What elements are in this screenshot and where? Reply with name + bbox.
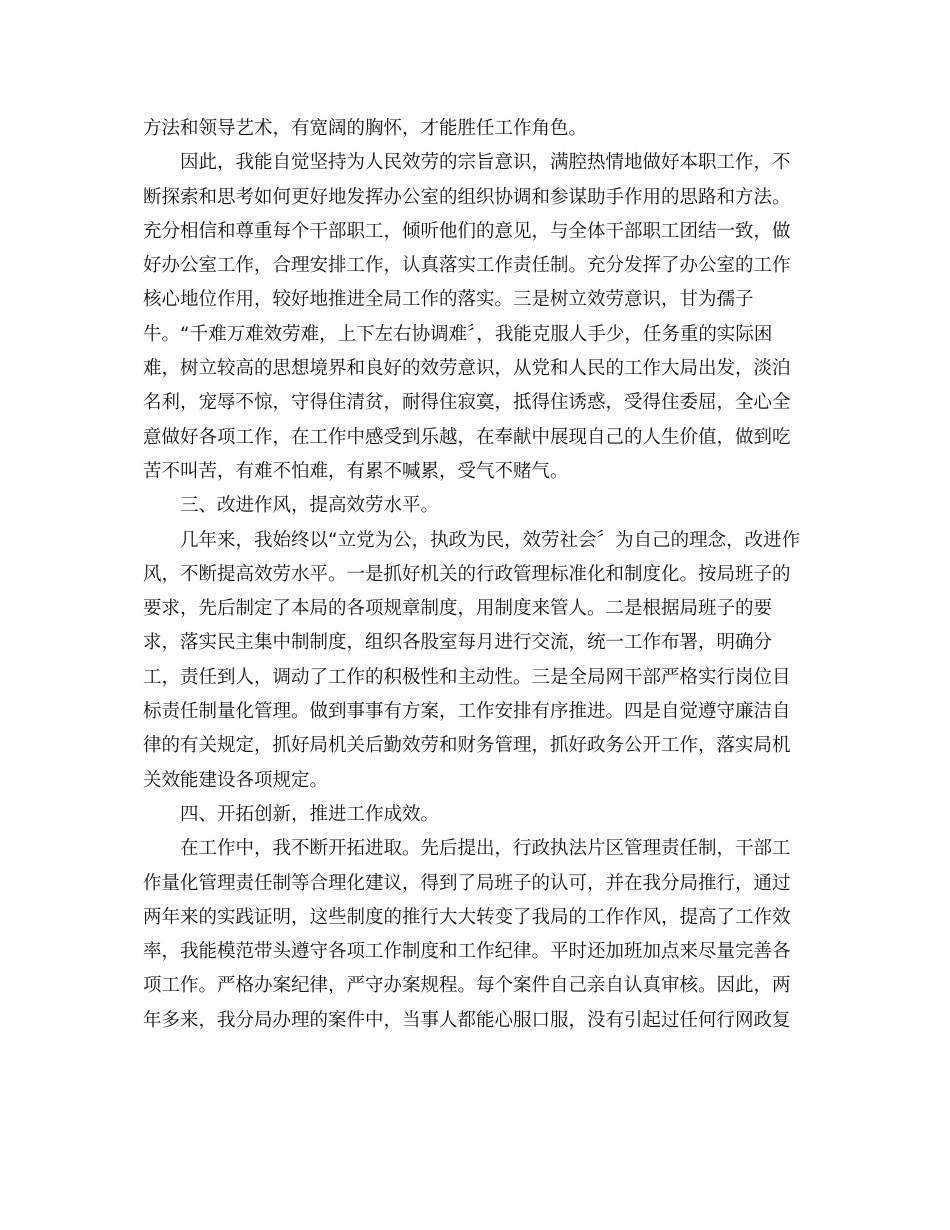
text-line: 关效能建设各项规定。 — [143, 769, 329, 791]
text-line: 意做好各项工作，在工作中感受到乐越，在奉献中展现自己的人生价值，做到吃 — [143, 426, 791, 448]
text-line: 核心地位作用，较好地推进全局工作的落实。三是树立效劳意识，甘为孺子 — [143, 289, 754, 311]
text-line: 几年来，我始终以“立党为公，执政为民，效劳社会〞为自己的理念，改进作 — [180, 529, 801, 551]
text-line: 苦不叫苦，有难不怕难，有累不喊累，受气不赌气。 — [143, 460, 569, 482]
text-line: 好办公室工作，合理安排工作，认真落实工作责任制。充分发挥了办公室的工作 — [143, 255, 791, 277]
text-line: 标责任制量化管理。做到事事有方案，工作安排有序推进。四是自觉遵守廉洁自 — [143, 701, 791, 723]
text-line: 求，落实民主集中制制度，组织各股室每月进行交流，统一工作布署，明确分 — [143, 632, 773, 654]
text-line: 难，树立较高的思想境界和良好的效劳意识，从党和人民的工作大局出发，淡泊 — [143, 358, 791, 380]
text-line: 年多来，我分局办理的案件中，当事人都能心服口服，没有引起过任何行网政复 — [143, 1009, 791, 1031]
text-line: 风，不断提高效劳水平。一是抓好机关的行政管理标准化和制度化。按局班子的 — [143, 563, 791, 585]
text-line: 充分相信和尊重每个干部职工，倾听他们的意见，与全体干部职工团结一致，做 — [143, 220, 791, 242]
text-line: 作量化管理责任制等合理化建议，得到了局班子的认可，并在我分局推行，通过 — [143, 872, 791, 894]
document-body — [143, 112, 809, 1038]
text-line: 率，我能模范带头遵守各项工作制度和工作纪律。平时还加班加点来尽量完善各 — [143, 941, 791, 963]
text-line: 要求，先后制定了本局的各项规章制度，用制度来管人。二是根据局班子的要 — [143, 598, 773, 620]
text-line: 在工作中，我不断开拓进取。先后提出，行政执法片区管理责任制，干部工 — [180, 838, 791, 860]
text-line: 律的有关规定，抓好局机关后勤效劳和财务管理，抓好政务公开工作，落实局机 — [143, 735, 791, 757]
text-line: 两年来的实践证明，这些制度的推行大大转变了我局的工作作风，提高了工作效 — [143, 906, 791, 928]
section-heading: 四、开拓创新，推进工作成效。 — [180, 803, 440, 825]
text-line: 项工作。严格办案纪律，严守办案规程。每个案件自己亲自认真审核。因此，两 — [143, 975, 791, 997]
text-line: 名利，宠辱不惊，守得住清贫，耐得住寂寞，抵得住诱惑，受得住委屈，全心全 — [143, 392, 791, 414]
text-line: 工，责任到人，调动了工作的积极性和主动性。三是全局网干部严格实行岗位目 — [143, 666, 791, 688]
text-line: 断探索和思考如何更好地发挥办公室的组织协调和参谋助手作用的思路和方法。 — [143, 186, 791, 208]
text-line: 因此，我能自觉坚持为人民效劳的宗旨意识，满腔热情地做好本职工作，不 — [180, 152, 791, 174]
text-line: 牛。“千难万难效劳难，上下左右协调难〞，我能克服人手少，任务重的实际困 — [143, 323, 773, 345]
section-heading: 三、改进作风，提高效劳水平。 — [180, 495, 440, 517]
text-line: 方法和领导艺术，有宽阔的胸怀，才能胜任工作角色。 — [143, 118, 588, 139]
